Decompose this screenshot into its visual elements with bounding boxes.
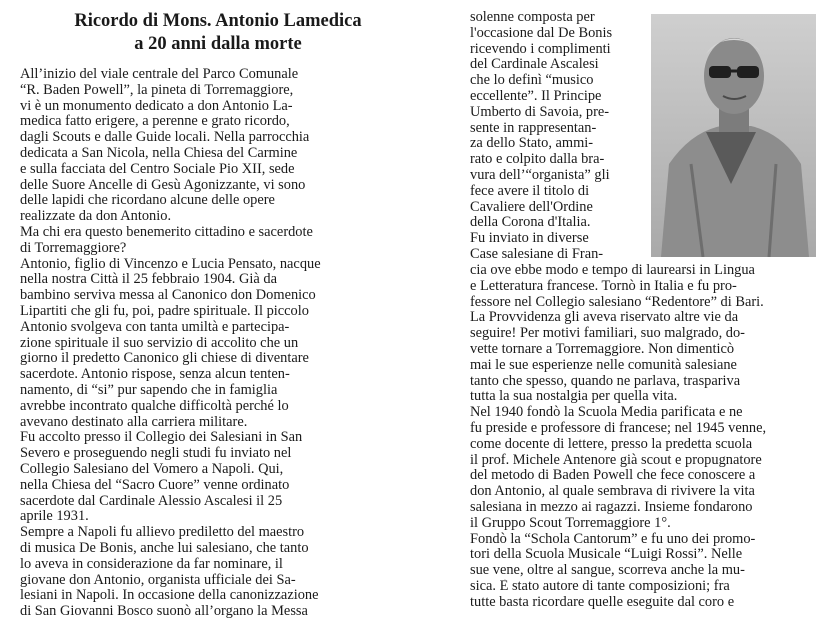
text-line: sica. È stato autore di tante composizioni; fra <box>470 578 730 594</box>
text-line: di musica De Bonis, anche lui salesiano, che tanto <box>20 540 309 556</box>
text-line: lesiani in Napoli. In occasione della canonizzazione <box>20 588 319 604</box>
text-line: di Torremaggiore? <box>20 240 127 256</box>
portrait-image <box>651 14 816 257</box>
text-line: medica fatto erigere, a perenne e grato ricordo, <box>20 114 290 130</box>
text-line: dedicata a San Nicola, nella Chiesa del Carmine <box>20 145 298 161</box>
text-line: tutta la sua nostalgia per quella vita. <box>470 389 678 405</box>
text-line: za dello Stato, ammi- <box>470 136 594 152</box>
text-line: Umberto di Savoia, pre- <box>470 104 610 120</box>
text-line: Severo e proseguendo negli studi fu inviato nel <box>20 446 292 462</box>
text-line: Sempre a Napoli fu allievo prediletto del maestro <box>20 525 305 541</box>
text-line: eccellente”. Il Principe <box>470 88 602 104</box>
text-line: di San Giovanni Bosco suonò all’organo la Messa <box>20 604 308 620</box>
text-line: e sulla facciata del Centro Sociale Pio XII, sede <box>20 161 295 177</box>
text-line: mai le sue esperienze nelle comunità salesiane <box>470 357 737 373</box>
left-column-text <box>20 67 420 620</box>
text-line: del metodo di Baden Powell che fece conoscere a <box>470 468 756 484</box>
text-line: fece avere il titolo di <box>470 183 590 199</box>
text-line: Fu inviato in diverse <box>470 231 589 247</box>
text-line: avrebbe incontrato qualche difficoltà perché lo <box>20 398 289 414</box>
text-line: Collegio Salesiano del Vomero a Napoli. Qui, <box>20 461 284 477</box>
text-line: seguire! Per motivi familiari, suo malgrado, do- <box>470 326 745 342</box>
text-line: aprile 1931. <box>20 509 89 525</box>
text-line: e Letteratura francese. Tornò in Italia e fu pro- <box>470 278 737 294</box>
article-title <box>18 10 418 56</box>
text-line: sacerdote dal Cardinale Alessio Ascalesi il 25 <box>20 493 283 509</box>
text-line: giorno il predetto Canonico gli chiese di diventare <box>20 351 309 367</box>
right-column-top-text <box>470 10 646 263</box>
text-line: vura dell’“organista” gli <box>470 167 610 183</box>
text-line: dagli Scouts e dalle Guide locali. Nella parrocchia <box>20 130 310 146</box>
text-line: realizzate da don Antonio. <box>20 209 172 225</box>
text-line: salesiana in mezzo ai ragazzi. Insieme fondarono <box>470 499 753 515</box>
title-line: a 20 anni dalla morte <box>134 34 302 54</box>
text-line: della Corona d'Italia. <box>470 215 591 231</box>
text-line: rato e colpito dalla bra- <box>470 152 605 168</box>
text-line: come docente di lettere, presso la predetta scuola <box>470 436 753 452</box>
text-line: il Gruppo Scout Torremaggiore 1°. <box>470 515 671 531</box>
text-line: don Antonio, al quale sembrava di rivivere la vita <box>470 484 755 500</box>
text-line: Nel 1940 fondò la Scuola Media parificata e ne <box>470 405 743 421</box>
text-line: delle Suore Ancelle di Gesù Agonizzante, vi sono <box>20 177 306 193</box>
text-line: Antonio, figlio di Vincenzo e Lucia Pensato, nacque <box>20 256 321 272</box>
text-line: cia ove ebbe modo e tempo di laurearsi in Lingua <box>470 263 755 278</box>
text-line: sacerdote. Antonio rispose, senza alcun tenten- <box>20 367 290 383</box>
text-line: Fu accolto presso il Collegio dei Salesiani in San <box>20 430 303 446</box>
right-column-bottom-text <box>470 263 820 611</box>
text-line: La Provvidenza gli aveva riservato altre vie da <box>470 310 739 326</box>
text-line: del Cardinale Ascalesi <box>470 57 599 73</box>
text-line: fu preside e professore di francese; nel 1945 venne, <box>470 420 767 436</box>
text-line: zione spirituale il suo servizio di accolito che un <box>20 335 299 351</box>
portrait-photo <box>651 14 816 257</box>
text-line: ricevendo i complimenti <box>470 41 611 57</box>
text-line: Antonio svolgeva con tanta umiltà e partecipa- <box>20 319 290 335</box>
text-line: Cavaliere dell'Ordine <box>470 199 593 215</box>
text-line: vi è un monumento dedicato a don Antonio La- <box>20 98 293 114</box>
text-line: nella Chiesa del “Sacro Cuore” venne ordinato <box>20 477 290 493</box>
text-line: namento, di “si” pur sapendo che in famiglia <box>20 382 278 398</box>
text-line: il prof. Michele Antenore già scout e propugnatore <box>470 452 762 468</box>
text-line: fessore nel Collegio salesiano “Redentore” di Bari. <box>470 294 764 310</box>
text-line: delle lapidi che ricordano alcune delle opere <box>20 193 275 209</box>
text-line: lo aveva in considerazione da far nominare, il <box>20 556 283 572</box>
text-line: giovane don Antonio, organista ufficiale dei Sa- <box>20 572 296 588</box>
text-line: che lo definì “musico <box>470 73 594 89</box>
text-line: Ma chi era questo benemerito cittadino e sacerdote <box>20 224 313 240</box>
text-line: tanto che spesso, quando ne parlava, traspariva <box>470 373 741 389</box>
text-line: tutte basta ricordare quelle eseguite dal coro e <box>470 594 735 610</box>
text-line: avevano destinato alla carriera militare. <box>20 414 248 430</box>
text-line: All’inizio del viale centrale del Parco Comunale <box>20 67 299 82</box>
text-line: solenne composta per <box>470 10 595 25</box>
text-line: vette tornare a Torremaggiore. Non dimenticò <box>470 341 735 357</box>
text-line: “R. Baden Powell”, la pineta di Torremaggiore, <box>20 82 294 98</box>
text-line: nella nostra Città il 25 febbraio 1904. Già da <box>20 272 277 288</box>
text-line: Lipartiti che gli fu, poi, padre spirituale. Il piccolo <box>20 303 309 319</box>
text-line: Case salesiane di Fran- <box>470 246 604 262</box>
text-line: sente in rappresentan- <box>470 120 597 136</box>
text-line: Fondò la “Schola Cantorum” e fu uno dei promo- <box>470 531 756 547</box>
text-line: sue vene, oltre al sangue, scorreva anche la mu- <box>470 563 745 579</box>
text-line: tori della Scuola Musicale “Luigi Rossi”. Nelle <box>470 547 743 563</box>
title-line: Ricordo di Mons. Antonio Lamedica <box>74 11 362 31</box>
text-line: bambino serviva messa al Canonico don Domenico <box>20 288 316 304</box>
text-line: l'occasione dal De Bonis <box>470 25 613 41</box>
